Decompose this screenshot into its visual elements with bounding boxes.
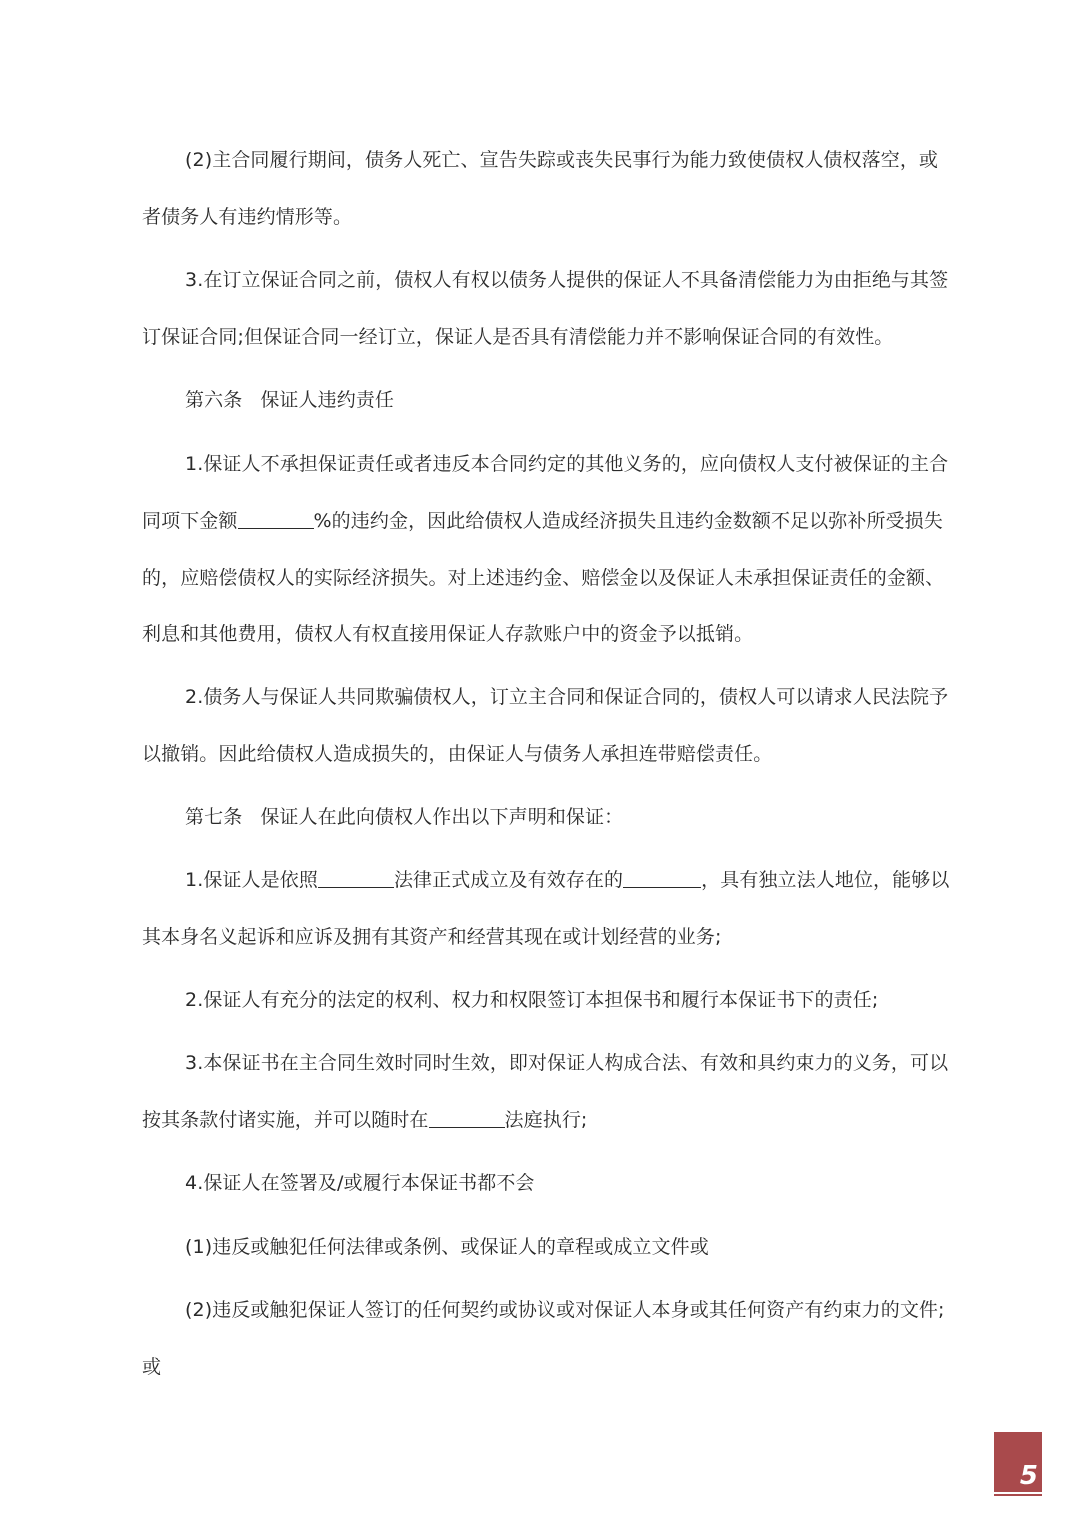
paragraph-line: 1.保证人不承担保证责任或者违反本合同约定的其他义务的，应向债权人支付被保证的主合 bbox=[185, 453, 949, 475]
paragraph-line: 或 bbox=[142, 1356, 162, 1378]
paragraph-line: (2)主合同履行期间，债务人死亡、宣告失踪或丧失民事行为能力致使债权人债权落空，或 bbox=[185, 149, 939, 171]
text-segment: %的违约金，因此给债权人造成经济损失且违约金数额不足以弥补所受损失 bbox=[313, 510, 943, 532]
paragraph-line: (2)违反或触犯保证人签订的任何契约或协议或对保证人本身或其任何资产有约束力的文件; bbox=[185, 1299, 945, 1321]
paragraph-line: 2.债务人与保证人共同欺骗债权人，订立主合同和保证合同的，债权人可以请求人民法院予 bbox=[185, 686, 949, 708]
paragraph-line: 利息和其他费用，债权人有权直接用保证人存款账户中的资金予以抵销。 bbox=[142, 623, 754, 645]
text-segment: ，具有独立法人地位，能够以 bbox=[701, 869, 950, 891]
paragraph-line bbox=[142, 509, 943, 533]
article-number: 第六条 bbox=[185, 389, 243, 411]
paragraph-line bbox=[185, 868, 949, 892]
paragraph-line: 3.本保证书在主合同生效时同时生效，即对保证人构成合法、有效和具约束力的义务，可以 bbox=[185, 1052, 949, 1074]
paragraph-line: 3.在订立保证合同之前，债权人有权以债务人提供的保证人不具备清偿能力为由拒绝与其签 bbox=[185, 269, 949, 291]
text-segment: 同项下金额 bbox=[142, 510, 238, 532]
article-title: 保证人违约责任 bbox=[260, 389, 395, 411]
fill-in-blank bbox=[238, 510, 314, 529]
article-heading-6 bbox=[185, 388, 394, 412]
text-segment: 1.保证人是依照 bbox=[185, 869, 318, 891]
fill-in-blank bbox=[429, 1109, 505, 1128]
article-heading-7 bbox=[185, 805, 623, 829]
page-number-badge bbox=[994, 1432, 1042, 1492]
paragraph-line: 的，应赔偿债权人的实际经济损失。对上述违约金、赔偿金以及保证人未承担保证责任的金额、 bbox=[142, 567, 945, 589]
paragraph-line: 以撤销。因此给债权人造成损失的，由保证人与债务人承担连带赔偿责任。 bbox=[142, 743, 773, 765]
paragraph-line: 2.保证人有充分的法定的权利、权力和权限签订本担保书和履行本保证书下的责任; bbox=[185, 989, 879, 1011]
paragraph-line: 订保证合同;但保证合同一经订立，保证人是否具有清偿能力并不影响保证合同的有效性。 bbox=[142, 326, 894, 348]
page-badge-underline bbox=[994, 1494, 1042, 1496]
text-segment: 法律正式成立及有效存在的 bbox=[393, 869, 624, 891]
article-number: 第七条 bbox=[185, 806, 243, 828]
article-title: 保证人在此向债权人作出以下声明和保证： bbox=[260, 806, 624, 828]
paragraph-line: (1)违反或触犯任何法律或条例、或保证人的章程或成立文件或 bbox=[185, 1236, 709, 1258]
page-number: 5 bbox=[1019, 1461, 1038, 1491]
paragraph-line: 4.保证人在签署及/或履行本保证书都不会 bbox=[185, 1172, 535, 1194]
paragraph-line bbox=[142, 1108, 587, 1132]
paragraph-line: 者债务人有违约情形等。 bbox=[142, 206, 353, 228]
fill-in-blank bbox=[623, 869, 701, 888]
text-segment: 法庭执行; bbox=[504, 1109, 588, 1131]
fill-in-blank bbox=[318, 869, 394, 888]
text-segment: 按其条款付诸实施，并可以随时在 bbox=[142, 1109, 429, 1131]
paragraph-line: 其本身名义起诉和应诉及拥有其资产和经营其现在或计划经营的业务; bbox=[142, 926, 722, 948]
